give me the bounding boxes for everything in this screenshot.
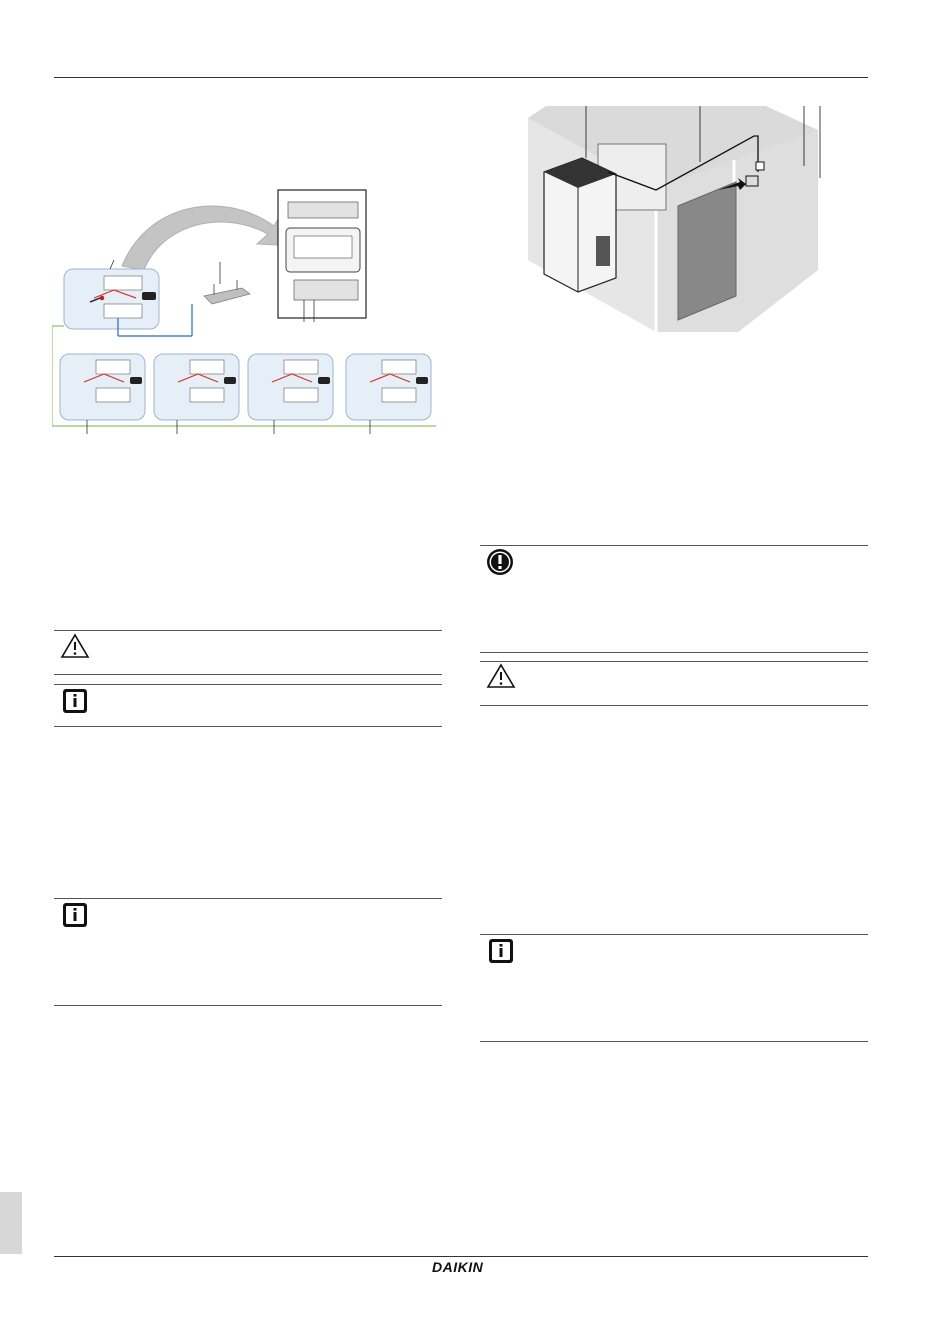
information-icon <box>488 938 514 964</box>
slave-unit-1 <box>60 354 145 434</box>
slave-unit-4 <box>346 354 431 434</box>
transfer-arrow <box>122 206 294 270</box>
warning-triangle-icon <box>486 663 516 689</box>
cold-room-installation-diagram <box>526 100 826 332</box>
warning-triangle-icon <box>60 633 90 659</box>
header-rule <box>54 77 868 78</box>
exclamation-circle-icon <box>486 548 514 576</box>
router-icon <box>204 280 250 304</box>
controller-network-diagram <box>52 184 440 434</box>
footer-rule <box>54 1256 868 1257</box>
information-icon <box>62 688 88 714</box>
information-icon <box>62 902 88 928</box>
brand-logo: DAIKIN <box>432 1259 484 1275</box>
slave-unit-2 <box>154 354 239 434</box>
slave-unit-3 <box>248 354 333 434</box>
page-side-tab <box>0 1192 22 1254</box>
cold-room-door <box>678 182 736 320</box>
